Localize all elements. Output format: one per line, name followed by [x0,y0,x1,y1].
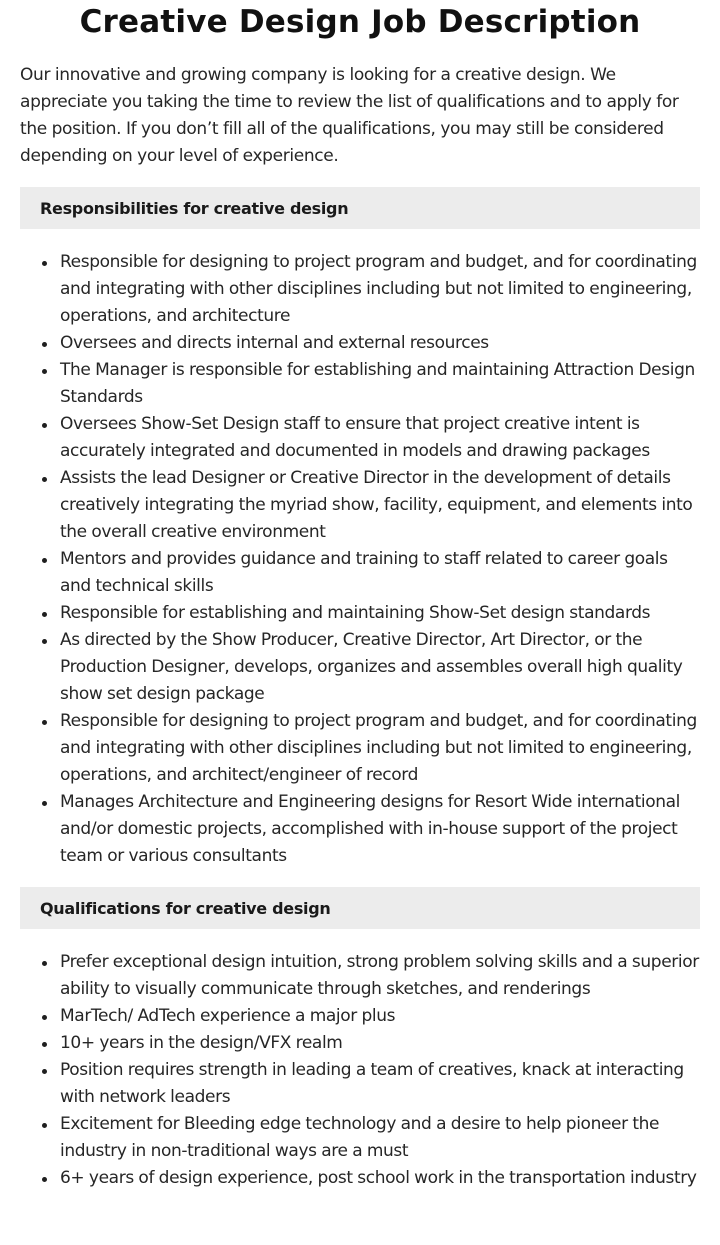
list-item: Assists the lead Designer or Creative Director in the development of details creatively integrating the myriad show, facility, equipment, and elements into the overall creative environment [60,465,700,546]
responsibilities-header [20,187,700,229]
qualifications-header [20,887,700,929]
list-item: Oversees Show-Set Design staff to ensure that project creative intent is accurately integrated and documented in models and drawing packages [60,411,700,465]
qualifications-heading: Qualifications for creative design [40,898,331,918]
list-item: Responsible for designing to project program and budget, and for coordinating and integrating with other disciplines including but not limited to engineering, operations, and architecture [60,249,700,330]
list-item: Oversees and directs internal and external resources [60,330,700,357]
qualifications-list [20,949,700,1192]
responsibilities-list [20,249,700,870]
list-item: 10+ years in the design/VFX realm [60,1030,700,1057]
list-item: 6+ years of design experience, post school work in the transportation industry [60,1165,700,1192]
list-item: The Manager is responsible for establishing and maintaining Attraction Design Standards [60,357,700,411]
list-item: Excitement for Bleeding edge technology and a desire to help pioneer the industry in non-traditional ways are a must [60,1111,700,1165]
page-title: Creative Design Job Description [79,4,641,40]
responsibilities-heading: Responsibilities for creative design [40,198,349,218]
list-item: Position requires strength in leading a team of creatives, knack at interacting with network leaders [60,1057,700,1111]
list-item: Responsible for establishing and maintaining Show-Set design standards [60,600,700,627]
list-item: Mentors and provides guidance and training to staff related to career goals and technical skills [60,546,700,600]
list-item: MarTech/ AdTech experience a major plus [60,1003,700,1030]
list-item: Prefer exceptional design intuition, strong problem solving skills and a superior ability to visually communicate through sketches, and renderings [60,949,700,1003]
list-item: Responsible for designing to project program and budget, and for coordinating and integrating with other disciplines including but not limited to engineering, operations, and architect/engineer of record [60,708,700,789]
list-item: As directed by the Show Producer, Creative Director, Art Director, or the Production Designer, develops, organizes and assembles overall high quality show set design package [60,627,700,708]
list-item: Manages Architecture and Engineering designs for Resort Wide international and/or domestic projects, accomplished with in-house support of the project team or various consultants [60,789,700,870]
intro-paragraph: Our innovative and growing company is looking for a creative design. We appreciate you taking the time to review the list of qualifications and to apply for the position. If you don’t fill all of the qualifications, you may still be considered depending on your level of experience. [20,65,679,166]
